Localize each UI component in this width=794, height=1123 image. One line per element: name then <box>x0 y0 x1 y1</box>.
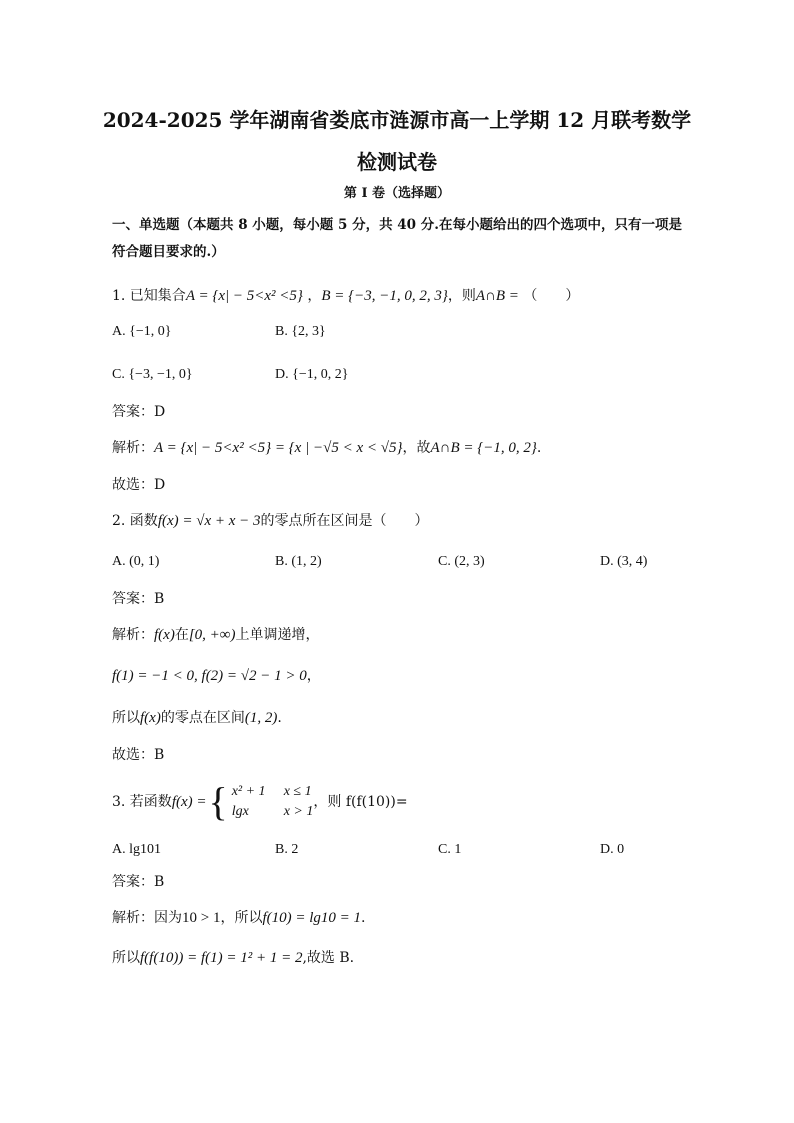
q1-answer-label: 答案： <box>112 404 154 420</box>
q3-a1-expr-2: f(10) = lg10 = 1 <box>262 910 362 926</box>
q3-case-1-cond: x ≤ 1 <box>283 784 312 799</box>
q2-option-d: D. (3, 4) <box>600 554 648 569</box>
q3-a2-expr: f(f(10)) = f(1) = 1² + 1 = 2 <box>140 950 303 966</box>
q3-case-2-expr: lgx <box>231 804 249 819</box>
q1-prefix: 1. 已知集合 <box>112 288 186 304</box>
q3-a1-prefix: 解析：因为 <box>112 910 182 926</box>
q2-a3-expr-2: (1, 2) <box>244 710 278 726</box>
q3-answer-value: B <box>154 874 165 890</box>
q1-option-b: B. {2, 3} <box>275 324 326 339</box>
q3-a1-expr-1: 10 > 1 <box>182 910 221 926</box>
q1-option-c: C. {−3, −1, 0} <box>112 367 193 382</box>
q2-expr: f(x) = √x + x − 3 <box>157 513 261 529</box>
q2-a1-expr-1: f(x) <box>154 627 175 643</box>
section-heading-line-2: 符合题目要求的.） <box>112 244 225 260</box>
q3-option-c: C. 1 <box>438 842 462 857</box>
q1-choose-label: 故选： <box>112 477 154 493</box>
q3-a1-suffix: . <box>361 910 366 926</box>
q3-case-2-cond: x > 1 <box>283 804 314 819</box>
q2-answer <box>112 589 164 609</box>
q1-answer <box>112 402 165 422</box>
q2-choose-label: 故选： <box>112 747 154 763</box>
q2-choose <box>112 745 164 765</box>
q1-set-a: A = {x| − 5<x² <5} <box>185 288 303 304</box>
q2-analysis-line-2 <box>112 666 321 686</box>
q1-option-d: D. {−1, 0, 2} <box>275 367 349 382</box>
q1-ask-pre: ，则 <box>447 288 476 304</box>
q3-a1-mid: ，所以 <box>220 910 263 926</box>
q1-analysis: 解析：A = {x| − 5<x² <5} = {x | −√5 < x < √5}，故A∩B = {−1, 0, 2}. <box>112 440 542 456</box>
q3-fx: f(x) = <box>171 794 207 810</box>
q1-set-b: B = {−3, −1, 0, 2, 3} <box>321 288 448 304</box>
q1-choose <box>112 475 165 495</box>
q2-a1-mid: 在 <box>174 627 189 643</box>
question-2-stem <box>112 511 429 531</box>
q2-analysis-label: 解析： <box>112 627 154 643</box>
q2-choose-value: B <box>154 747 165 763</box>
volume-heading: 第 I 卷（选择题） <box>343 186 451 201</box>
q1-choose-value: D <box>154 477 166 493</box>
q1-analysis-expr-2: A∩B = {−1, 0, 2} <box>430 440 537 456</box>
q3-analysis-line-1 <box>112 908 366 928</box>
q2-a2-suffix: ， <box>306 668 321 684</box>
q3-answer-label: 答案： <box>112 874 154 890</box>
q2-a1-suffix: 上单调递增， <box>235 627 320 643</box>
q2-analysis-line-3 <box>112 708 282 728</box>
q2-analysis-line-1 <box>112 625 319 645</box>
title-line-2: 检测试卷 <box>357 150 437 174</box>
q3-brace: { <box>208 779 228 824</box>
q1-paren: （ ） <box>523 288 580 304</box>
q1-analysis-expr-1: A = {x| − 5<x² <5} = {x | −√5 < x < √5} <box>154 440 403 456</box>
q3-answer <box>112 872 164 892</box>
q2-answer-value: B <box>154 591 165 607</box>
q2-option-a: A. (0, 1) <box>112 554 160 569</box>
q2-option-c: C. (2, 3) <box>438 554 485 569</box>
section-heading-line-1: 一、单选题（本题共 8 小题，每小题 5 分，共 40 分.在每小题给出的四个选项中，只有一项是 <box>112 217 682 233</box>
q2-a3-prefix: 所以 <box>112 710 140 726</box>
q3-option-d: D. 0 <box>600 842 625 857</box>
q1-analysis-label: 解析： <box>112 440 154 456</box>
q2-a3-suffix: . <box>277 710 282 726</box>
q2-suffix: 的零点所在区间是（ ） <box>260 513 429 529</box>
q3-prefix: 3. 若函数 <box>112 794 172 810</box>
q3-option-a: A. lg101 <box>112 842 161 857</box>
q2-answer-label: 答案： <box>112 591 154 607</box>
q3-analysis-line-2 <box>112 948 354 968</box>
title-line-1: 2024-2025 学年湖南省娄底市涟源市高一上学期 12 月联考数学 <box>102 108 692 132</box>
q2-a3-mid: 的零点在区间 <box>160 710 245 726</box>
q3-suffix: ，则 f(f(10))= <box>313 794 408 810</box>
question-1-stem: 1. 已知集合A = {x| − 5<x² <5} ，B = {−3, −1, 0, 2, 3}，则A∩B = （ ） <box>112 288 580 304</box>
q1-ask-expr: A∩B = <box>475 288 519 304</box>
q3-a2-prefix: 所以 <box>112 950 140 966</box>
q3-option-b: B. 2 <box>275 842 299 857</box>
q3-a2-suffix: ,故选 B. <box>302 950 355 966</box>
q1-analysis-mid: ，故 <box>402 440 431 456</box>
q3-piecewise <box>208 779 314 824</box>
question-3-stem <box>112 780 408 824</box>
q2-option-b: B. (1, 2) <box>275 554 322 569</box>
q2-a2-expr: f(1) = −1 < 0, f(2) = √2 − 1 > 0 <box>112 668 307 684</box>
q2-a1-expr-2: [0, +∞) <box>188 627 236 643</box>
q1-option-a: A. {−1, 0} <box>112 324 172 339</box>
q3-case-1-expr: x² + 1 <box>231 784 266 799</box>
q2-prefix: 2. 函数 <box>112 513 158 529</box>
q1-answer-value: D <box>154 404 166 420</box>
q2-a3-expr-1: f(x) <box>140 710 161 726</box>
